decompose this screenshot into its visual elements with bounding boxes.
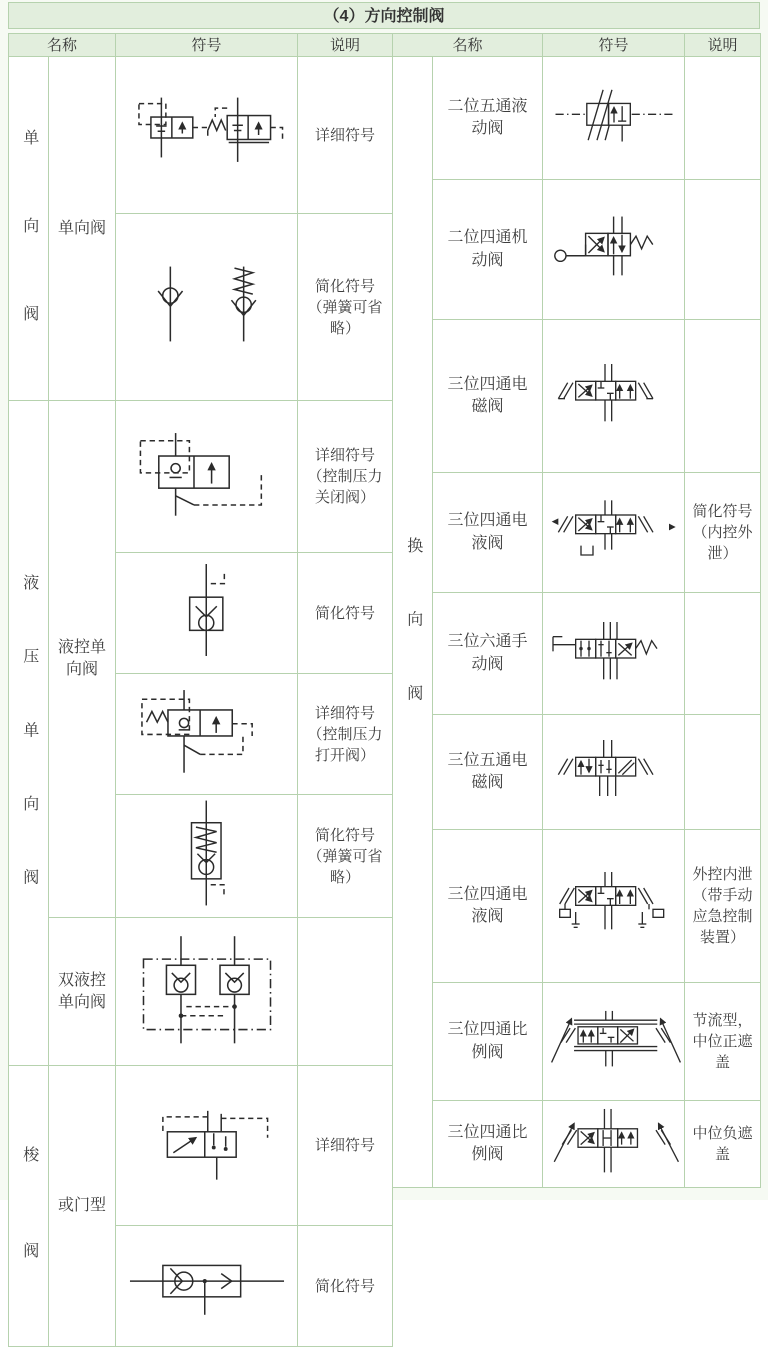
pilot-check-spring-simplified-icon xyxy=(159,797,255,909)
left-valve-table xyxy=(8,33,393,1347)
group-label: 梭阀 xyxy=(20,1146,38,1339)
table-row xyxy=(393,1101,761,1188)
symbol-cell xyxy=(543,983,685,1101)
right-header-desc: 说明 xyxy=(685,34,761,57)
table-row xyxy=(393,983,761,1101)
symbol-cell xyxy=(116,795,298,918)
desc-cell: 详细符号 xyxy=(298,57,393,214)
table-row xyxy=(393,57,761,180)
valve-3pos-4way-solenoid-icon xyxy=(545,361,685,425)
symbol-cell xyxy=(543,57,685,180)
subname-or-gate-type: 或门型 xyxy=(49,1066,116,1346)
table-row xyxy=(393,473,761,593)
right-valve-table xyxy=(392,33,761,1188)
symbol-cell xyxy=(543,715,685,830)
table-row xyxy=(393,715,761,830)
left-header-symbol: 符号 xyxy=(116,34,298,57)
right-header-row xyxy=(393,34,761,57)
group-directional-valve xyxy=(393,57,433,1188)
table-row xyxy=(9,401,393,553)
group-label: 单向阀 xyxy=(20,129,38,393)
desc-cell: 中位负遮盖 xyxy=(685,1101,761,1188)
desc-cell xyxy=(685,180,761,320)
valve-3pos-4way-electrohydraulic-ext-icon xyxy=(545,866,685,940)
symbol-cell xyxy=(116,918,298,1066)
desc-cell xyxy=(685,57,761,180)
symbol-cell xyxy=(543,593,685,715)
table-row xyxy=(393,593,761,715)
pilot-check-simplified-icon xyxy=(158,560,256,660)
desc-cell: 详细符号 xyxy=(298,1066,393,1226)
desc-cell: 详细符号（控制压力关闭阀） xyxy=(298,401,393,553)
left-header-desc: 说明 xyxy=(298,34,393,57)
valve-name: 三位六通手动阀 xyxy=(433,593,543,715)
symbol-cell xyxy=(116,401,298,553)
desc-cell: 外控内泄（带手动应急控制装置） xyxy=(685,830,761,983)
left-header-row xyxy=(9,34,393,57)
desc-cell: 简化符号 xyxy=(298,553,393,674)
shuttle-or-simplified-icon xyxy=(121,1247,293,1319)
check-valve-simplified-icon xyxy=(123,248,291,360)
table-title: （4）方向控制阀 xyxy=(8,2,760,29)
valve-name: 三位五通电磁阀 xyxy=(433,715,543,830)
pilot-check-close-detailed-icon xyxy=(119,416,295,532)
right-header-symbol: 符号 xyxy=(543,34,685,57)
table-row xyxy=(393,830,761,983)
valve-2pos-4way-mechanical-icon xyxy=(545,213,685,281)
group-hydraulic-check-valve xyxy=(9,401,49,1066)
subname-double-pilot-check: 双液控单向阀 xyxy=(49,918,116,1066)
table-row xyxy=(393,320,761,473)
symbol-cell xyxy=(116,674,298,795)
table-row xyxy=(9,1066,393,1226)
symbol-cell xyxy=(543,473,685,593)
left-header-name: 名称 xyxy=(9,34,116,57)
valve-3pos-4way-proportional-negative-icon xyxy=(545,1106,687,1176)
desc-cell xyxy=(685,593,761,715)
desc-cell xyxy=(298,918,393,1066)
desc-cell: 简化符号（弹簧可省略） xyxy=(298,214,393,401)
symbol-cell xyxy=(543,1101,685,1188)
symbol-cell xyxy=(116,553,298,674)
valve-name: 二位四通机动阀 xyxy=(433,180,543,320)
desc-cell: 简化符号（弹簧可省略） xyxy=(298,795,393,918)
double-pilot-check-icon xyxy=(119,930,295,1048)
table-row xyxy=(9,918,393,1066)
valve-name: 三位四通电磁阀 xyxy=(433,320,543,473)
valve-tables xyxy=(8,33,760,1347)
group-shuttle-valve xyxy=(9,1066,49,1346)
check-valve-detailed-icon xyxy=(121,89,293,175)
desc-cell: 详细符号（控制压力打开阀） xyxy=(298,674,393,795)
valve-name: 三位四通电液阀 xyxy=(433,473,543,593)
group-check-valve xyxy=(9,57,49,401)
symbol-cell xyxy=(116,57,298,214)
symbol-cell xyxy=(543,180,685,320)
group-label: 液压单向阀 xyxy=(20,574,38,943)
pilot-check-open-detailed-icon xyxy=(119,676,295,786)
valve-name: 三位四通比例阀 xyxy=(433,983,543,1101)
valve-2pos-5way-hydraulic-icon xyxy=(546,67,682,163)
symbol-cell xyxy=(116,1066,298,1226)
symbol-cell xyxy=(543,320,685,473)
desc-cell: 简化符号（内控外泄） xyxy=(685,473,761,593)
shuttle-or-detailed-icon xyxy=(121,1095,293,1191)
valve-3pos-5way-solenoid-icon xyxy=(545,737,685,801)
subname-pilot-check-valve: 液控单向阀 xyxy=(49,401,116,918)
valve-name: 三位四通电液阀 xyxy=(433,830,543,983)
table-row xyxy=(9,57,393,214)
desc-cell: 节流型，中位正遮盖 xyxy=(685,983,761,1101)
valve-name: 二位五通液动阀 xyxy=(433,57,543,180)
subname-check-valve: 单向阀 xyxy=(49,57,116,401)
valve-name: 三位四通比例阀 xyxy=(433,1101,543,1188)
right-header-name: 名称 xyxy=(393,34,543,57)
desc-cell xyxy=(685,715,761,830)
symbol-cell xyxy=(543,830,685,983)
group-label: 换向阀 xyxy=(404,536,422,758)
valve-3pos-6way-manual-icon xyxy=(545,618,685,684)
symbol-cell xyxy=(116,214,298,401)
symbol-cell xyxy=(116,1226,298,1346)
table-row xyxy=(393,180,761,320)
valve-3pos-4way-electrohydraulic-icon xyxy=(545,495,685,565)
valve-3pos-4way-proportional-throttle-icon xyxy=(545,1004,687,1074)
desc-cell: 简化符号 xyxy=(298,1226,393,1346)
desc-cell xyxy=(685,320,761,473)
